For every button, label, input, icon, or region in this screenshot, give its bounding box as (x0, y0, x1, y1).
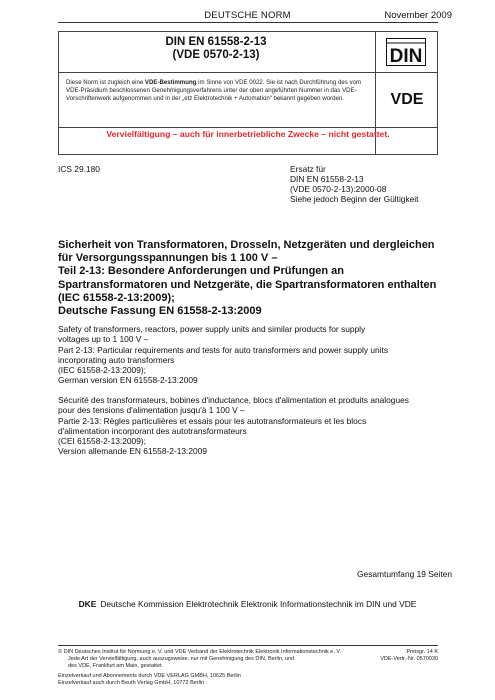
publication-date: November 2009 (384, 10, 452, 21)
document-type-label: DEUTSCHE NORM (204, 10, 291, 21)
title-german-line: Sicherheit von Transformatoren, Drosseln, Netzgeräten und dergleichen (58, 239, 435, 251)
total-pages: Gesamtumfang 19 Seiten (357, 569, 452, 579)
price-info (380, 649, 438, 663)
title-french-line: (CEI 61558-2-13:2009); (58, 436, 146, 447)
committee-line (0, 599, 495, 609)
din-logo (386, 38, 426, 66)
replacement-line: (VDE 0570-2-13):2000-08 (290, 184, 387, 194)
copyright-line: des VDE, Frankfurt am Main, gestattet. (68, 663, 164, 670)
title-english-line: (IEC 61558-2-13:2009); (58, 365, 146, 376)
vde-notice (66, 79, 368, 103)
title-french-line: d'alimentation incorporant des autotransformateurs (58, 425, 247, 436)
replacement-info (290, 164, 419, 204)
copyright-line: Jede Art der Vervielfältigung, auch auszugsweise, nur mit Genehmigung des DIN, Berlin, und (68, 656, 295, 663)
title-german (58, 239, 448, 318)
title-english-line: Part 2-13: Particular requirements and tests for auto transformers and power supply units (58, 344, 389, 355)
title-german-line: (IEC 61558-2-13:2009); (58, 291, 175, 304)
title-box-divider-bottom (59, 127, 437, 128)
replacement-line: DIN EN 61558-2-13 (290, 174, 364, 184)
title-english-line: Safety of transformers, reactors, power supply units and similar products for supply (58, 324, 366, 334)
replacement-line: Siehe jedoch Beginn der Gültigkeit (290, 194, 419, 204)
vde-notice-prefix: Diese Norm ist zugleich eine (66, 79, 145, 86)
header-divider (58, 22, 438, 23)
title-french-line: Sécurité des transformateurs, bobines d'inductance, blocs d'alimentation et produits analogues (58, 395, 409, 405)
title-box-divider-top (59, 72, 437, 73)
committee-name: Deutsche Kommission Elektrotechnik Elektronik Informationstechnik im DIN und VDE (100, 599, 417, 609)
title-english-line: incorporating auto transformers (58, 354, 175, 365)
title-german-line: Deutsche Fassung EN 61558-2-13:2009 (58, 305, 262, 318)
sales-line: Einzelverkauf und Abonnements durch VDE VERLAG GMBH, 10625 Berlin (58, 673, 241, 679)
copyright-notice (58, 649, 388, 671)
title-german-line: für Versorgungsspannungen bis 1 100 V – (58, 252, 278, 265)
vde-number: (VDE 0570-2-13) (172, 49, 260, 61)
din-number: DIN EN 61558-2-13 (165, 36, 267, 48)
price-group: Preisgr. 14 K (406, 649, 438, 655)
vde-notice-suffix: im Sinne von VDE 0022. Sie ist nach Durchführung des vom VDE-Präsidium beschlossenen Genehmigungsverfahrens unter der oben angeführten Nummer in das VDE-Vorschriftenwerk aufgenommen und in der „etz Elektrotechnik + Automation“ bekannt gegeben worden. (66, 79, 362, 102)
title-french-line: Partie 2-13: Règles particulières et essais pour les autotransformateurs et les blocs (58, 415, 367, 426)
sales-info (58, 673, 241, 687)
vde-logo (384, 90, 430, 106)
committee-abbr: DKE (78, 599, 97, 609)
sales-line: Einzelverkauf auch durch Beuth Verlag GmbH, 10772 Berlin (58, 680, 205, 687)
copyright-line: © DIN Deutsches Institut für Normung e. V. und VDE Verband der Elektrotechnik Elektronik Informationstechnik e. V. (58, 649, 342, 655)
title-french (58, 395, 448, 457)
vde-logo-text: VDE (390, 91, 424, 106)
title-french-line: pour des tensions d'alimentation jusqu'à 1 100 V – (58, 405, 245, 416)
title-english-line: voltages up to 1 100 V – (58, 334, 149, 345)
din-logo-text: DIN (389, 46, 423, 66)
vde-contract-number: VDE-Vertr.-Nr. 0570030 (380, 656, 438, 663)
vde-notice-bold: VDE-Bestimmung (144, 79, 197, 86)
footer-divider (58, 645, 438, 646)
title-english-line: German version EN 61558-2-13:2009 (58, 375, 198, 386)
norm-identifier (59, 36, 373, 62)
replacement-line: Ersatz für (290, 164, 326, 174)
title-french-line: Version allemande EN 61558-2-13:2009 (58, 446, 207, 457)
title-german-line: Teil 2-13: Besondere Anforderungen und Prüfungen an (58, 265, 345, 278)
title-german-line: Spartransformatoren und Netzgeräte, die Spartransformatoren enthalten (58, 278, 437, 291)
reproduction-notice: Vervielfältigung – auch für innerbetriebliche Zwecke – nicht gestattet. (106, 129, 390, 139)
ics-code: ICS 29.180 (58, 164, 100, 174)
title-english (58, 324, 448, 386)
